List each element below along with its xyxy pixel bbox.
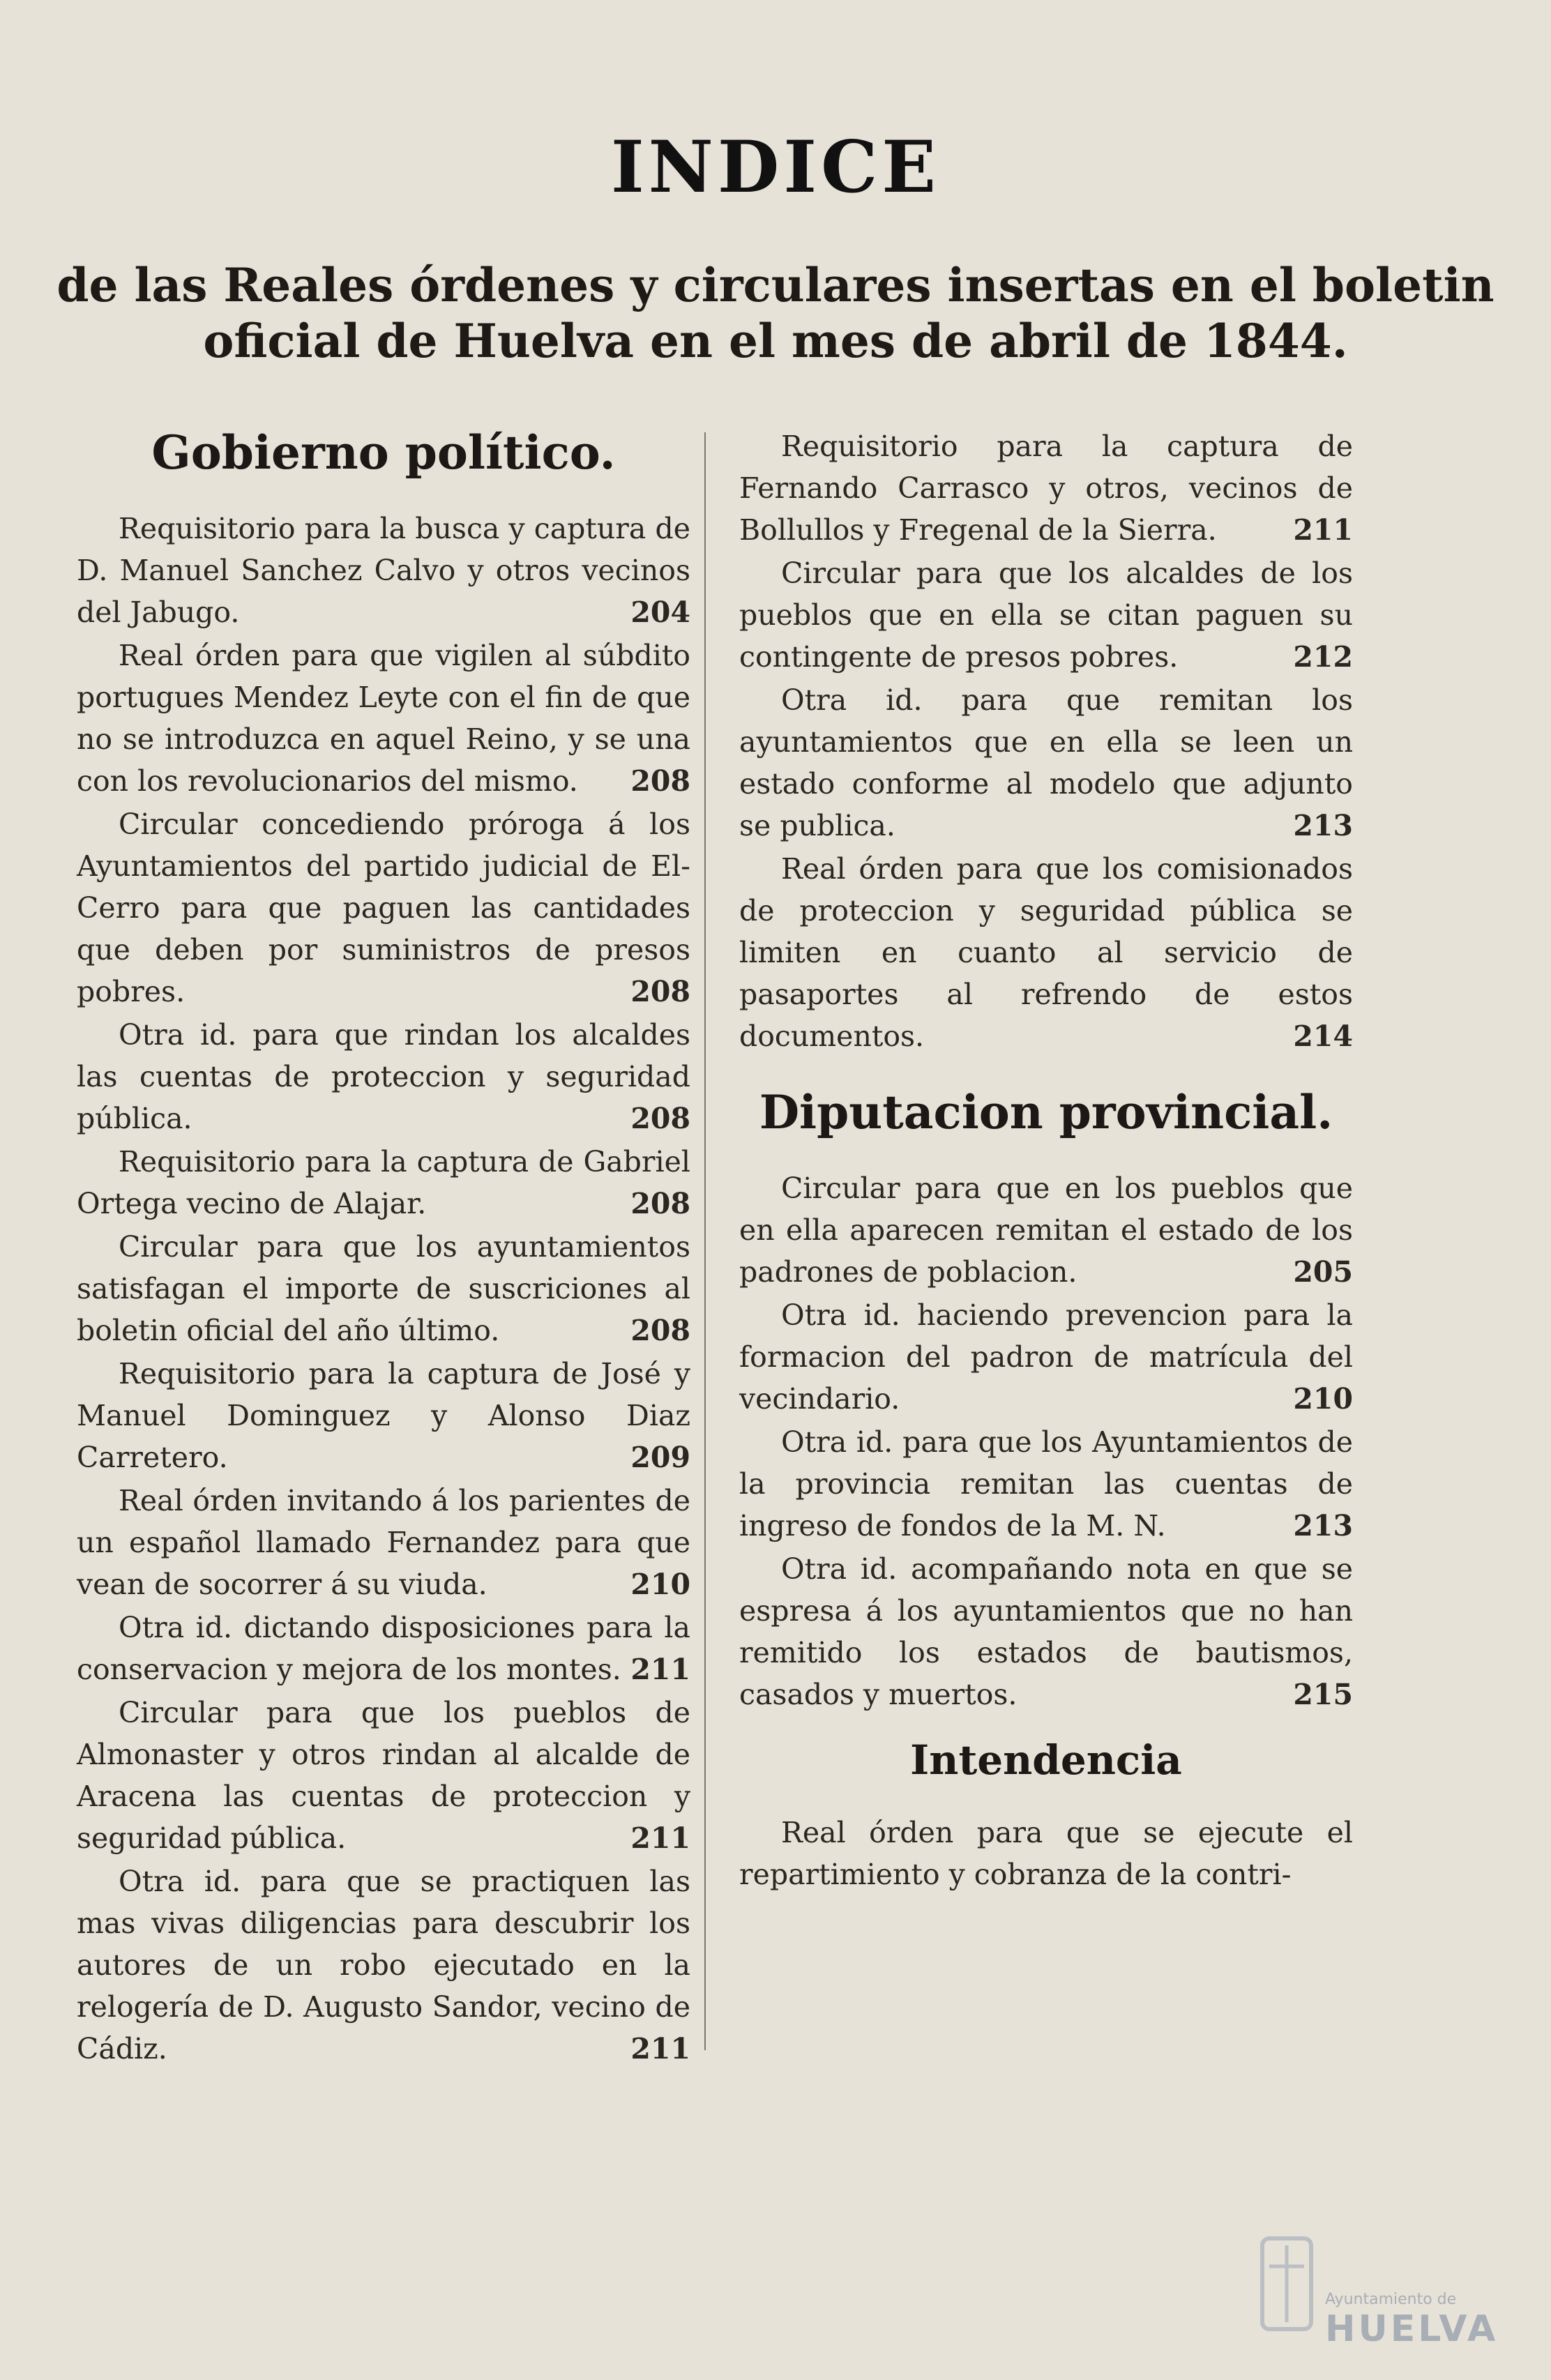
page-number: 208 <box>630 764 690 798</box>
index-entry: Otra id. para que se practiquen las mas vivas diligencias para descubrir los autores de un robo ejecutado en la relogería de D. Augusto Sandor, vecino de Cádiz. 211 <box>77 1860 690 2070</box>
page-number: 211 <box>1293 513 1353 547</box>
page-number: 204 <box>630 596 690 629</box>
page-number: 208 <box>630 1187 690 1220</box>
page-number: 211 <box>630 1653 690 1686</box>
page-number: 215 <box>1293 1678 1353 1711</box>
index-entry: Otra id. para que los Ayuntamientos de la provincia remitan las cuentas de ingreso de fondos de la M. N. 213 <box>739 1421 1353 1547</box>
index-entry: Circular para que en los pueblos que en ella aparecen remitan el estado de los padrones de poblacion. 205 <box>739 1167 1353 1293</box>
section-heading-intendencia: Intendencia <box>910 1736 1182 1784</box>
index-entry: Requisitorio para la captura de Fernando Carrasco y otros, vecinos de Bollullos y Fregenal de la Sierra. 211 <box>739 425 1353 551</box>
index-entry: Requisitorio para la busca y captura de D. Manuel Sanchez Calvo y otros vecinos del Jabugo. 204 <box>77 508 690 633</box>
subtitle-line-2: oficial de Huelva en el mes de abril de 1844. <box>203 314 1348 368</box>
index-entry: Otra id. dictando disposiciones para la conservacion y mejora de los montes. 211 <box>77 1607 690 1690</box>
index-entry: Otra id. para que remitan los ayuntamientos que en ella se leen un estado conforme al modelo que adjunto se publica. 213 <box>739 679 1353 847</box>
index-entry: Otra id. haciendo prevencion para la formacion del padron de matrícula del vecindario. 210 <box>739 1294 1353 1420</box>
index-entry: Circular para que los pueblos de Almonaster y otros rindan al alcalde de Aracena las cuentas de proteccion y seguridad pública. 211 <box>77 1692 690 1859</box>
watermark-name: HUELVA <box>1325 2308 1499 2350</box>
page-number: 210 <box>630 1568 690 1601</box>
page-number: 214 <box>1293 1020 1353 1053</box>
page-number: 211 <box>630 2032 690 2066</box>
page-number: 213 <box>1293 809 1353 842</box>
index-entry: Otra id. acompañando nota en que se espresa á los ayuntamientos que no han remitido los estados de bautismos, casados y muertos. 215 <box>739 1548 1353 1715</box>
page-number: 210 <box>1293 1382 1353 1416</box>
column-divider <box>704 432 706 2050</box>
index-entry: Requisitorio para la captura de José y Manuel Dominguez y Alonso Diaz Carretero. 209 <box>77 1353 690 1478</box>
index-entry: Real órden para que vigilen al súbdito portugues Mendez Leyte con el fin de que no se introduzca en aquel Reino, y se una con los revolucionarios del mismo. 208 <box>77 635 690 802</box>
index-entry: Otra id. para que rindan los alcaldes las cuentas de proteccion y seguridad pública. 208 <box>77 1014 690 1139</box>
page-number: 209 <box>630 1441 690 1474</box>
section-heading-diputacion: Diputacion provincial. <box>759 1085 1333 1139</box>
section-heading-gobierno: Gobierno político. <box>151 425 616 480</box>
watermark-subtitle: Ayuntamiento de <box>1325 2291 1457 2308</box>
index-entry: Circular concediendo próroga á los Ayuntamientos del partido judicial de El-Cerro para que paguen las cantidades que deben por suministros de presos pobres. 208 <box>77 803 690 1013</box>
left-column <box>77 425 690 2071</box>
page-title: INDICE <box>610 126 941 209</box>
index-entry: Real órden invitando á los parientes de un español llamado Fernandez para que vean de socorrer á su viuda. 210 <box>77 1480 690 1605</box>
page-number: 205 <box>1293 1255 1353 1289</box>
index-entry: Real órden para que los comisionados de proteccion y seguridad pública se limiten en cuanto al servicio de pasaportes al refrendo de estos documentos. 214 <box>739 848 1353 1057</box>
index-entry: Circular para que los ayuntamientos satisfagan el importe de suscriciones al boletin oficial del año último. 208 <box>77 1226 690 1351</box>
page-number: 208 <box>630 1102 690 1135</box>
subtitle-line-1: de las Reales órdenes y circulares insertas en el boletin <box>56 258 1495 312</box>
page-number: 213 <box>1293 1509 1353 1543</box>
page-number: 212 <box>1293 640 1353 674</box>
right-column <box>739 425 1353 1897</box>
index-entry: Real órden para que se ejecute el repartimiento y cobranza de la contri- <box>739 1816 1353 1891</box>
page-number: 211 <box>630 1821 690 1855</box>
index-entry: Requisitorio para la captura de Gabriel Ortega vecino de Alajar. 208 <box>77 1141 690 1225</box>
index-entry: Circular para que los alcaldes de los pueblos que en ella se citan paguen su contingente de presos pobres. 212 <box>739 552 1353 678</box>
page-number: 208 <box>630 1314 690 1347</box>
page-number: 208 <box>630 975 690 1008</box>
